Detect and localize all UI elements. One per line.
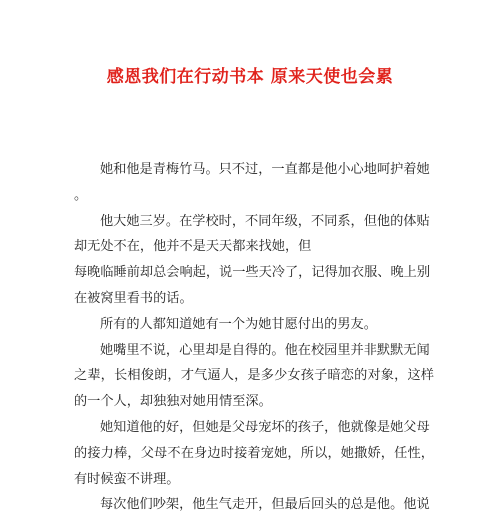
text-line: 他大她三岁。在学校时，不同年级，不同系，但他的体贴 xyxy=(100,213,430,229)
text-line: 每次他们吵架，他生气走开，但最后回头的总是他。他说 xyxy=(100,497,430,513)
text-line: 她和他是青梅竹马。只不过，一直都是他小心地呵护着她 xyxy=(100,162,430,177)
text-line: 每晚临睡前却总会响起，说一些天冷了，记得加衣服、晚上别 xyxy=(74,265,431,281)
text-line: 她嘴里不说，心里却是自得的。他在校园里并非默默无闻 xyxy=(100,342,430,358)
document-title: 感恩我们在行动书本 原来天使也会累 xyxy=(106,67,394,87)
document-body xyxy=(74,157,434,517)
text-line: 的接力棒，父母不在身边时接着宠她，所以，她撒娇，任性， xyxy=(74,445,434,461)
text-line: 之辈，长相俊朗，才气逼人，是多少女孩子暗恋的对象，这样 xyxy=(74,368,434,384)
text-line: 在被窝里看书的话。 xyxy=(74,290,193,306)
text-line: 有时候蛮不讲理。 xyxy=(74,471,180,487)
text-line: 却无处不在，他并不是天天都来找她，但 xyxy=(74,239,312,255)
text-line: 她知道他的好，但她是父母宠坏的孩子，他就像是她父母 xyxy=(100,419,430,435)
text-line: 的一个人，却独独对她用情至深。 xyxy=(74,394,272,410)
text-line: 。 xyxy=(74,187,88,203)
text-line: 所有的人都知道她有一个为她甘愿付出的男友。 xyxy=(100,316,377,332)
